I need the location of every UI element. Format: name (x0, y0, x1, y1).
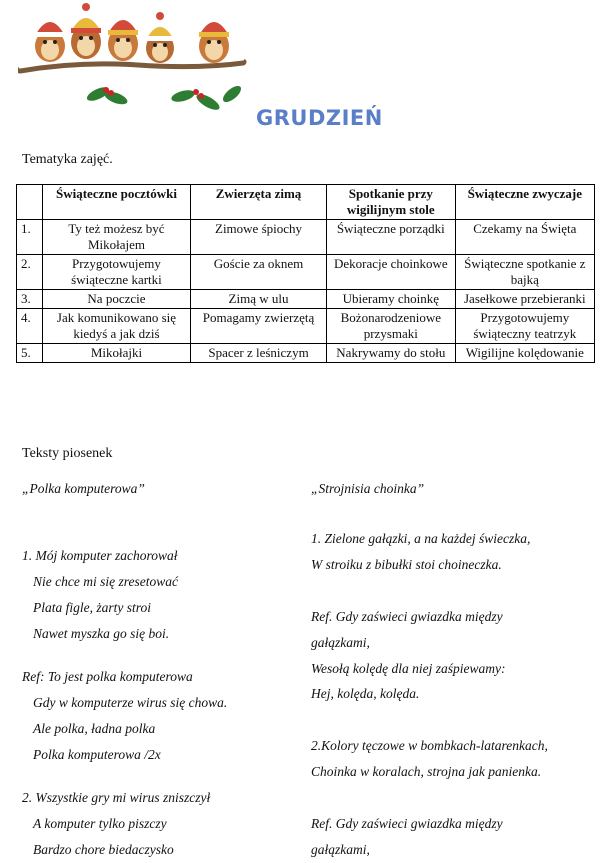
table-cell: Zimowe śpiochy (191, 220, 327, 255)
holly-icon (85, 83, 244, 113)
header-cell: Świąteczne pocztówki (42, 185, 190, 220)
song-line: Ale polka, ładna polka (33, 721, 156, 736)
song-line: Nawet myszka go się boi. (33, 626, 170, 641)
table-cell: Przygotowujemy świąteczny teatrzyk (455, 309, 594, 344)
row-number: 4. (17, 309, 43, 344)
bird-icon (146, 12, 174, 63)
row-number: 2. (17, 255, 43, 290)
table-row (17, 255, 595, 290)
table-cell: Mikołajki (42, 344, 190, 363)
month-title: GRUDZIEŃ (256, 106, 383, 130)
song-line: Hej, kolęda, kolęda. (311, 686, 420, 701)
song-line: 1. Zielone gałązki, a na każdej świeczka, (311, 531, 531, 546)
table-cell: Wigilijne kolędowanie (455, 344, 594, 363)
table-cell: Ty też możesz być Mikołajem (42, 220, 190, 255)
table-cell: Pomagamy zwierzętą (191, 309, 327, 344)
song-line: Plata figle, żarty stroi (33, 600, 151, 615)
table-cell: Jak komunikowano się kiedyś a jak dziś (42, 309, 190, 344)
song-line: Polka komputerowa /2x (33, 747, 161, 762)
song-line: 2. Wszystkie gry mi wirus zniszczył (22, 790, 211, 805)
table-row (17, 344, 595, 363)
table-row (17, 290, 595, 309)
table-cell: Przygotowujemy świąteczne kartki (42, 255, 190, 290)
bird-icon (35, 7, 65, 62)
header-cell: Zwierzęta zimą (191, 185, 327, 220)
song-title: „Strojnisia choinka” (311, 481, 425, 496)
bird-icon (71, 3, 101, 59)
song-title: „Polka komputerowa” (22, 481, 145, 496)
table-header-row (17, 185, 595, 220)
bird-icon (199, 7, 229, 63)
table-cell: Ubieramy choinkę (326, 290, 455, 309)
song-line: gałązkami, (311, 635, 370, 650)
song-line: Ref. Gdy zaświeci gwiazdka między (311, 609, 503, 624)
song-line: Ref. Gdy zaświeci gwiazdka między (311, 816, 503, 831)
table-cell: Świąteczne porządki (326, 220, 455, 255)
table-cell: Jasełkowe przebieranki (455, 290, 594, 309)
song-line: 1. Mój komputer zachorował (22, 548, 178, 563)
song-line: W stroiku z bibułki stoi choineczka. (311, 557, 502, 572)
song-line: Gdy w komputerze wirus się chowa. (33, 695, 228, 710)
song-line: 2.Kolory tęczowe w bombkach-latarenkach, (311, 738, 548, 753)
header-cell: Spotkanie przy wigilijnym stole (326, 185, 455, 220)
table-cell: Na poczcie (42, 290, 190, 309)
row-number: 3. (17, 290, 43, 309)
song-line: A komputer tylko piszczy (33, 816, 167, 831)
header-cell: Świąteczne zwyczaje (455, 185, 594, 220)
row-number: 5. (17, 344, 43, 363)
row-number: 1. (17, 220, 43, 255)
table-cell: Czekamy na Święta (455, 220, 594, 255)
schedule-table (16, 184, 595, 363)
birds-on-branch-illustration (18, 2, 248, 114)
table-cell: Nakrywamy do stołu (326, 344, 455, 363)
song-line: Bardzo chore biedaczysko (33, 842, 174, 857)
bird-icon (108, 5, 138, 61)
song-line: Ref: To jest polka komputerowa (22, 669, 193, 684)
topics-label: Tematyka zajęć. (22, 152, 113, 167)
table-row (17, 309, 595, 344)
table-row (17, 220, 595, 255)
table-cell: Bożonarodzeniowe przysmaki (326, 309, 455, 344)
song-line: Wesołą kolędę dla niej zaśpiewamy: (311, 661, 506, 676)
songs-label: Teksty piosenek (22, 446, 113, 461)
table-cell: Dekoracje choinkowe (326, 255, 455, 290)
table-cell: Spacer z leśniczym (191, 344, 327, 363)
song-line: Nie chce mi się zresetować (33, 574, 178, 589)
song-line: gałązkami, (311, 842, 370, 857)
table-cell: Goście za oknem (191, 255, 327, 290)
song-line: Choinka w koralach, strojna jak panienka. (311, 764, 542, 779)
header-cell-empty (17, 185, 43, 220)
table-cell: Świąteczne spotkanie z bajką (455, 255, 594, 290)
table-cell: Zimą w ulu (191, 290, 327, 309)
